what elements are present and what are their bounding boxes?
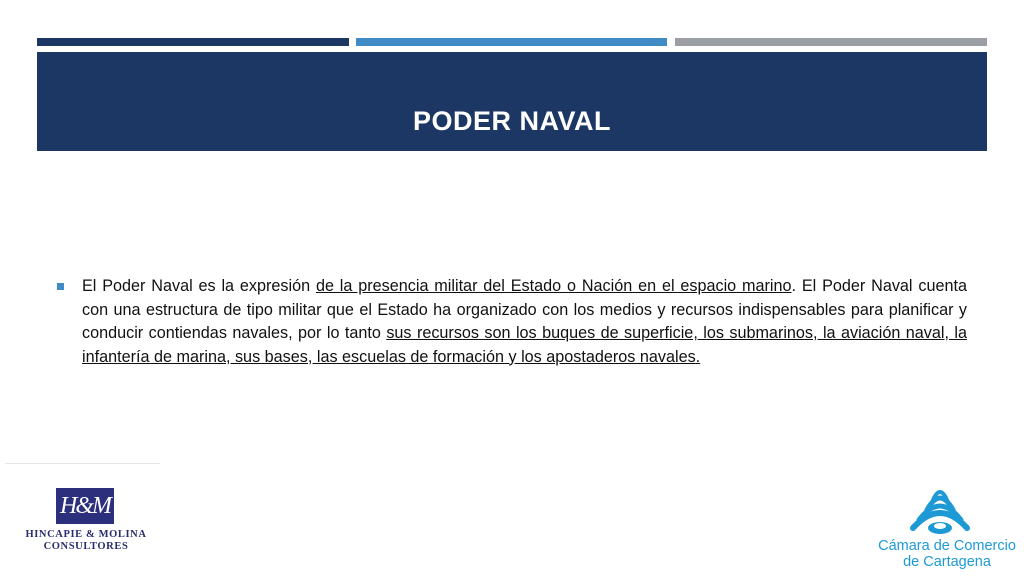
camara-logo-line1: Cámara de Comercio xyxy=(878,538,1016,554)
camara-logo-text xyxy=(872,538,1022,570)
body-text-underlined-1: de la presencia militar del Estado o Nación en el espacio marino xyxy=(315,277,792,295)
bullet-paragraph xyxy=(82,275,967,369)
camara-logo-icon xyxy=(905,478,975,540)
top-accent-bar-navy xyxy=(37,38,349,46)
body-text-2: . El Poder Naval cuenta con una estructura de tipo militar que el Estado ha organizado con los medios y recursos indispensables para planificar y conducir contiendas navales, por lo tanto xyxy=(82,277,967,342)
slide-title: PODER NAVAL xyxy=(412,106,611,136)
body-text-3: . xyxy=(695,347,701,366)
hm-logo-line1: HINCAPIE & MOLINA xyxy=(25,529,147,540)
camara-logo-line2: de Cartagena xyxy=(903,554,991,570)
body-text-underlined-2: sus recursos son los buques de superficie, los submarinos, la aviación naval, la infantería de marina, sus bases, las escuelas de formación y los apostaderos navales xyxy=(82,324,968,366)
body-text-1: El Poder Naval es la expresión xyxy=(82,277,316,295)
content-block xyxy=(57,275,967,369)
top-accent-bar-gray xyxy=(675,38,987,46)
top-accent-bar-blue xyxy=(356,38,667,46)
hm-logo-name xyxy=(16,529,156,553)
hm-logo-line2: CONSULTORES xyxy=(43,541,129,552)
bullet-square-icon xyxy=(57,283,64,290)
footer-divider xyxy=(5,463,160,464)
hm-logo-monogram: H&M xyxy=(56,488,114,524)
